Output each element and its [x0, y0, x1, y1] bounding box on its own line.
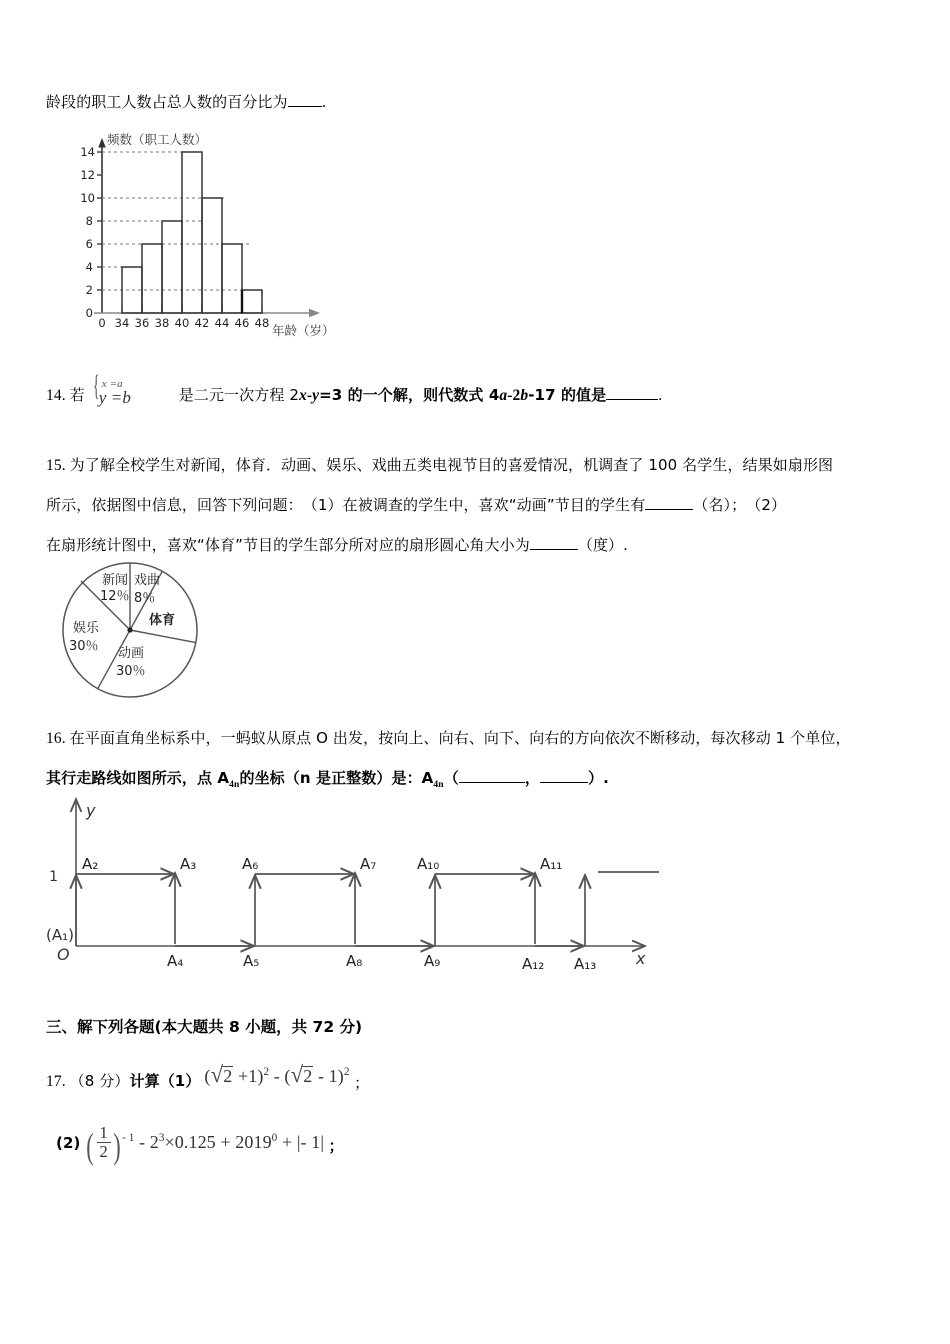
question-16-blank-x[interactable] — [459, 781, 525, 783]
fraction-one-half — [97, 1124, 111, 1161]
question-14-minus: - — [306, 387, 313, 404]
histogram-figure — [44, 128, 364, 343]
histogram-x-axis-title: 年龄（岁） — [272, 323, 335, 338]
pie-value-opera: 8％ — [134, 591, 156, 606]
pie-label-entertainment: 娱乐 — [73, 621, 100, 636]
svg-text:38: 38 — [154, 316, 170, 330]
pie-center-dot — [127, 627, 132, 632]
svg-text:10: 10 — [80, 191, 95, 205]
question-17-part-1-expression: $(√2 +1)^2 - (√2 - 1)^2$ — [204, 1061, 350, 1087]
question-14-period: . — [658, 387, 663, 404]
zigzag-label-a8: A₈ — [346, 952, 363, 970]
question-15-line-1 — [46, 445, 833, 486]
question-16-line-1 — [46, 718, 851, 759]
question-17-part-1-label: （1） — [159, 1072, 201, 1090]
question-14-b: b — [520, 387, 529, 404]
svg-text:14: 14 — [80, 145, 95, 159]
question-14-expr-mid: -2 — [507, 387, 521, 404]
zigzag-path-figure — [46, 788, 676, 998]
question-16-text-2c: （ — [443, 769, 459, 787]
question-14-x: x — [298, 387, 307, 404]
zigzag-label-a3: A₃ — [180, 855, 197, 873]
plus-sign-1: + — [220, 1132, 231, 1152]
question-16-text-1: 在平面直角坐标系中，一蚂蚁从原点 O 出发，按向上、向右、向下、向右的方向依次不断移动，每次移动 1 个单位， — [69, 729, 851, 747]
svg-text:8: 8 — [85, 214, 93, 228]
question-15-text-3a: 在扇形统计图中，喜欢“体育”节目的学生部分所对应的扇形圆心角大小为 — [46, 536, 530, 554]
pie-label-sports: 体育 — [149, 613, 176, 628]
minus-sign: - — [139, 1132, 146, 1152]
zigzag-label-a7: A₇ — [360, 855, 377, 873]
question-15-number: 15. — [46, 457, 66, 474]
histogram-bar-44-46 — [222, 244, 242, 313]
zigzag-label-a6: A₆ — [242, 855, 259, 873]
zigzag-x-axis-label: x — [636, 949, 646, 968]
svg-text:44: 44 — [214, 316, 230, 330]
question-17-number: 17. — [46, 1073, 66, 1090]
question-13-blank[interactable] — [288, 105, 322, 107]
svg-text:48: 48 — [254, 316, 270, 330]
question-15-text-3b: （度）. — [577, 536, 629, 554]
histogram-bar-40-42 — [182, 152, 202, 313]
svg-text:4: 4 — [85, 260, 93, 274]
svg-text:0: 0 — [85, 306, 93, 320]
sqrt-icon: √ — [290, 1061, 304, 1087]
svg-text:36: 36 — [134, 316, 150, 330]
system-brace: { — [92, 369, 100, 402]
question-14-mid: 是二元一次方程 2 — [178, 386, 299, 404]
zigzag-label-a9: A₉ — [424, 952, 441, 970]
question-17-part-2 — [56, 1118, 344, 1166]
pie-value-news: 12％ — [100, 589, 130, 604]
question-15-line-2 — [46, 485, 786, 526]
question-14-eq-rest: =3 的一个解，则代数式 4 — [319, 386, 500, 404]
section-3-heading: 三、解下列各题(本大题共 8 小题，共 72 分) — [46, 1018, 363, 1036]
zigzag-label-a13: A₁₃ — [574, 955, 597, 973]
zigzag-label-a5: A₅ — [243, 952, 260, 970]
base-2019: 2019 — [235, 1132, 272, 1152]
svg-text:40: 40 — [174, 316, 190, 330]
question-14-system — [89, 369, 175, 407]
fraction-denominator: 2 — [97, 1142, 111, 1161]
question-17-part-2-expression — [84, 1123, 328, 1167]
question-17-points: （8 分） — [69, 1072, 130, 1090]
exponent-neg-one: - 1 — [122, 1132, 135, 1144]
histogram-y-axis-title: 频数（职工人数） — [107, 132, 208, 147]
question-17-verb: 计算 — [129, 1072, 160, 1090]
question-14 — [46, 369, 663, 416]
question-13-period: . — [321, 93, 327, 111]
zigzag-label-a11: A₁₁ — [540, 855, 563, 873]
question-14-lead: 若 — [69, 386, 85, 404]
right-paren: ) — [113, 1126, 121, 1167]
question-15-blank-2[interactable] — [530, 548, 578, 550]
exponent-three: 3 — [158, 1132, 165, 1144]
base-two: 2 — [149, 1132, 159, 1152]
times-0125: ×0.125 — [164, 1132, 216, 1152]
pie-label-opera: 戏曲 — [134, 573, 161, 588]
question-16-text-2a: 其行走路线如图所示，点 A — [46, 769, 230, 787]
svg-text:12: 12 — [80, 168, 95, 182]
zigzag-point-labels — [82, 855, 596, 973]
zigzag-origin-point-label: (A₁) — [46, 926, 74, 944]
absolute-value-neg-one: |- 1| — [296, 1132, 325, 1152]
zigzag-label-a4: A₄ — [167, 952, 184, 970]
exponent-zero: 0 — [271, 1132, 278, 1144]
question-13-tail — [46, 82, 326, 122]
zigzag-path — [76, 872, 659, 946]
histogram-bars — [122, 152, 262, 313]
question-14-a: a — [499, 387, 508, 404]
sqrt-icon: √ — [210, 1061, 224, 1087]
svg-text:6: 6 — [85, 237, 93, 251]
question-14-blank[interactable] — [606, 398, 658, 400]
zigzag-label-a10: A₁₀ — [417, 855, 440, 873]
question-15-text-2a: 所示，依据图中信息，回答下列问题： （1）在被调查的学生中，喜欢“动画”节目的学生有 — [46, 496, 646, 514]
fraction-numerator: 1 — [99, 1123, 108, 1143]
zigzag-label-a12: A₁₂ — [522, 955, 545, 973]
zigzag-label-a2: A₂ — [82, 855, 99, 873]
question-14-expr-tail: -17 的值是 — [528, 386, 607, 404]
question-14-system-bottom: y =b — [98, 388, 131, 407]
question-16-blank-y[interactable] — [540, 781, 588, 783]
pie-label-animation: 动画 — [118, 646, 145, 661]
question-14-y: y — [312, 387, 320, 404]
question-14-system-top: x =a — [101, 378, 123, 390]
histogram-bar-42-44 — [202, 198, 222, 313]
question-15-text-1: 为了解全校学生对新闻，体育．动画、娱乐、戏曲五类电视节目的喜爱情况，机调查了 100 名学生，结果如扇形图 — [69, 456, 834, 474]
pie-value-animation: 30％ — [116, 664, 146, 679]
question-17-part-1 — [46, 1052, 369, 1103]
histogram-x-axis-arrow — [309, 309, 320, 318]
question-16-sub-4n-2: 4n — [433, 779, 444, 791]
svg-text:2: 2 — [85, 283, 93, 297]
question-17-part-1-semicolon: ； — [354, 1074, 370, 1092]
question-16-number: 16. — [46, 730, 66, 747]
question-16-text-2e: ）. — [587, 769, 609, 787]
histogram-bar-46-48 — [242, 290, 262, 313]
question-16-text-2b: 的坐标（n 是正整数）是：A — [239, 769, 434, 787]
question-14-number: 14. — [46, 387, 66, 404]
svg-text:42: 42 — [194, 316, 210, 330]
pie-label-news: 新闻 — [102, 573, 129, 588]
histogram-bar-38-40 — [162, 221, 182, 313]
question-17-part-2-label: (2) — [56, 1134, 81, 1152]
question-15-blank-1[interactable] — [645, 508, 693, 510]
question-16-text-2d: ， — [524, 769, 540, 787]
pie-chart-figure — [48, 552, 248, 719]
histogram-x-tick-labels — [98, 316, 269, 330]
question-13-tail-text: 龄段的职工人数占总人数的百分比为 — [46, 93, 288, 111]
question-16-sub-4n-1: 4n — [229, 779, 240, 791]
left-paren: ( — [86, 1126, 95, 1167]
pie-value-entertainment: 30％ — [69, 639, 99, 654]
svg-text:46: 46 — [234, 316, 250, 330]
question-17-part-2-semicolon: ； — [328, 1137, 344, 1155]
histogram-y-tick-labels — [80, 145, 95, 320]
zigzag-origin-label: O — [57, 945, 70, 964]
histogram-bar-36-38 — [142, 244, 162, 313]
histogram-y-axis-arrow — [98, 138, 106, 148]
plus-sign-2: + — [281, 1132, 293, 1152]
svg-text:0: 0 — [98, 316, 106, 330]
svg-text:34: 34 — [114, 316, 130, 330]
question-15-text-2b: （名）； （2） — [693, 496, 787, 514]
zigzag-y-axis-label: y — [86, 801, 96, 820]
zigzag-unit-tick-label: 1 — [49, 869, 58, 885]
